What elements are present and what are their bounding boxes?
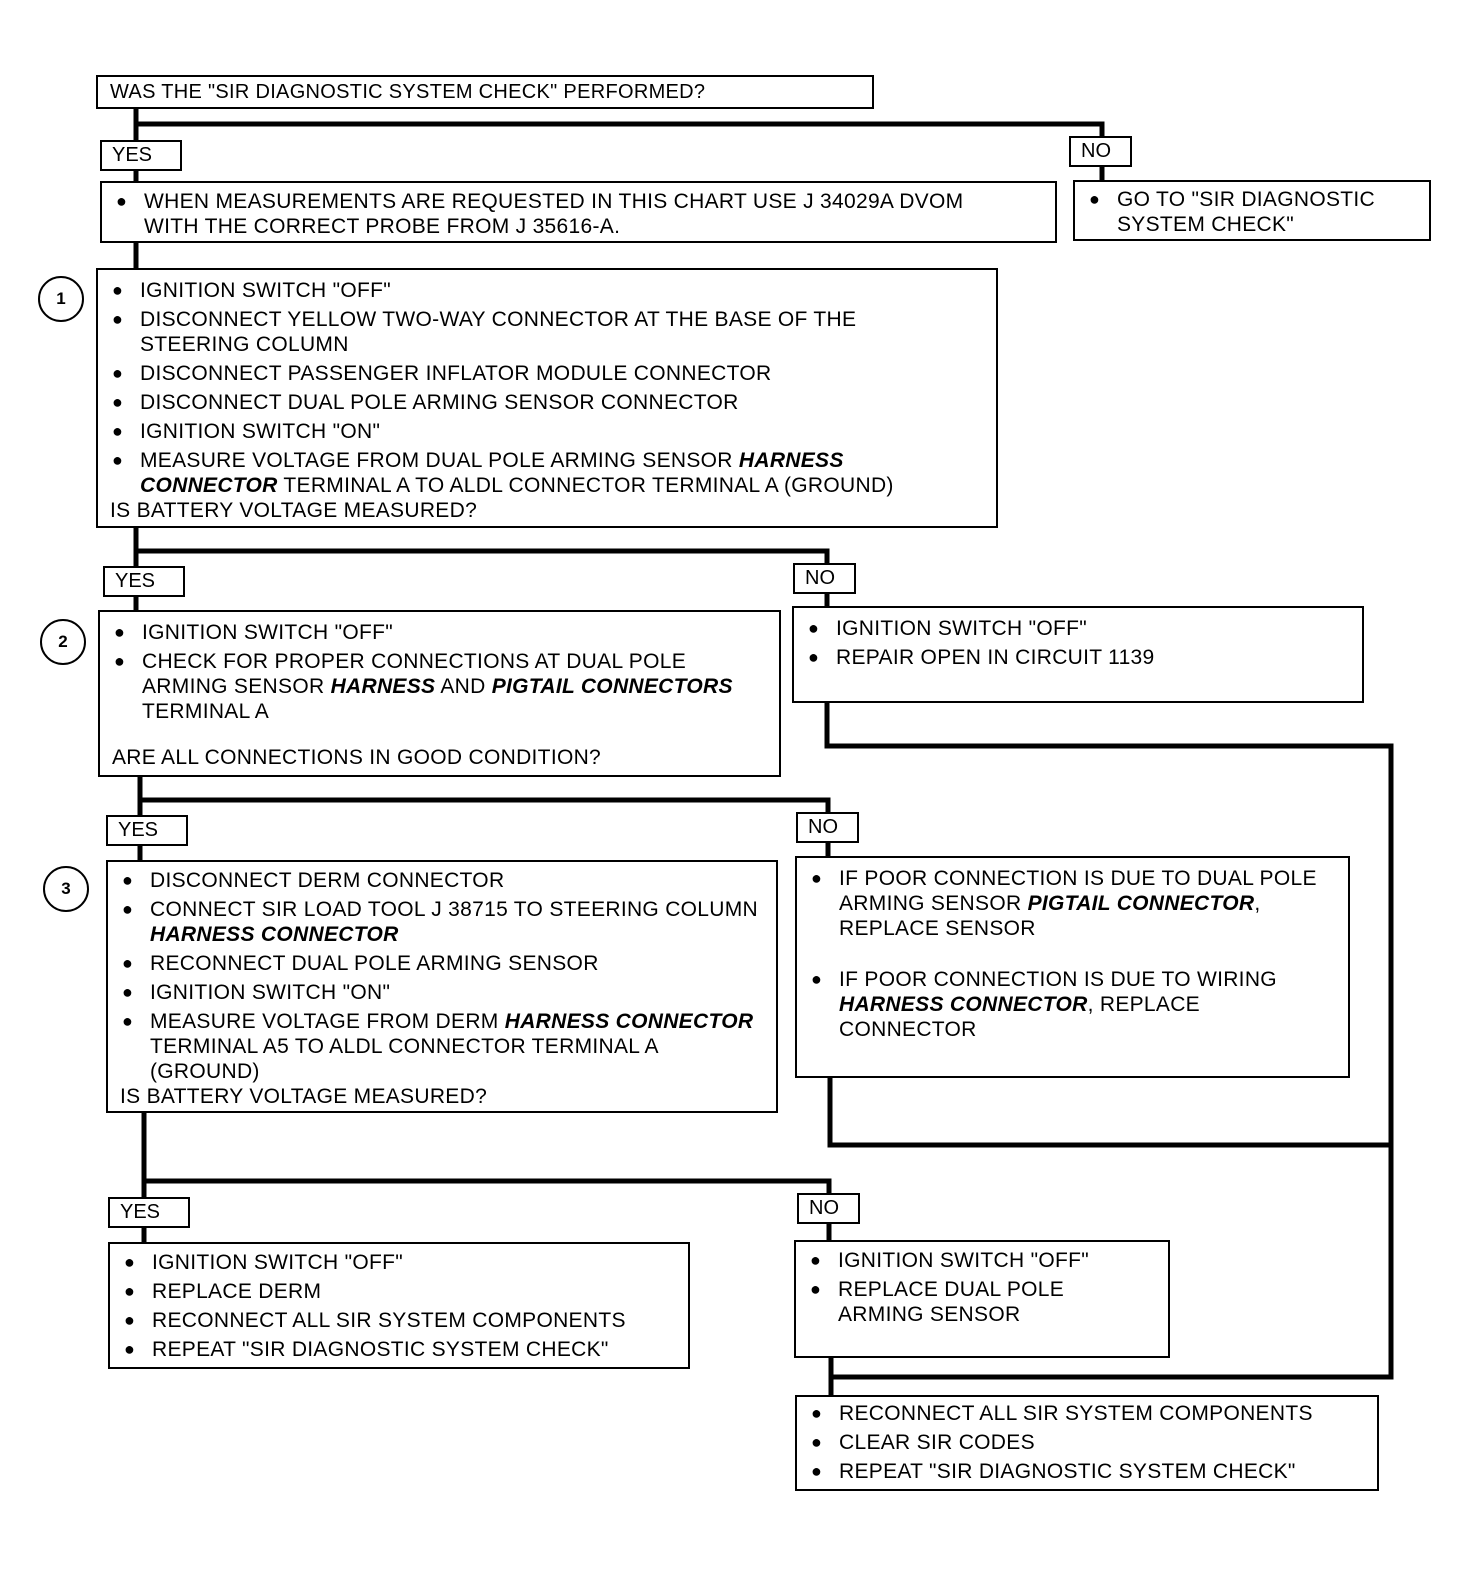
replace-derm-item: ● REPEAT "SIR DIAGNOSTIC SYSTEM CHECK" bbox=[122, 1337, 676, 1362]
step-3-item-emphasis-2: HARNESS CONNECTOR bbox=[504, 1010, 754, 1033]
step-2-item-text-2: AND bbox=[435, 675, 492, 698]
repair-open-item: ● REPAIR OPEN IN CIRCUIT 1139 bbox=[806, 645, 1350, 670]
no-label-3: NO bbox=[796, 812, 859, 843]
step-1-measure-text-2: TERMINAL A TO ALDL CONNECTOR TERMINAL A (GROUND) bbox=[277, 474, 894, 497]
step-2-item: ● IGNITION SWITCH "OFF" bbox=[112, 620, 767, 645]
start-question: WAS THE "SIR DIAGNOSTIC SYSTEM CHECK" PERFORMED? bbox=[110, 81, 706, 103]
poor-connection-text-3: IF POOR CONNECTION IS DUE TO WIRING bbox=[839, 968, 1277, 991]
final-item: ● RECONNECT ALL SIR SYSTEM COMPONENTS bbox=[809, 1401, 1365, 1426]
no-label-1: NO bbox=[1069, 136, 1132, 167]
step-2-item-emphasis: HARNESS bbox=[330, 675, 436, 698]
step-1-measure-emphasis: HARNESS CONNECTOR bbox=[140, 449, 844, 497]
step-1-circle: 1 bbox=[38, 276, 84, 322]
step-3-item bbox=[120, 897, 764, 947]
step-1-item: ● DISCONNECT PASSENGER INFLATOR MODULE CONNECTOR bbox=[110, 361, 984, 386]
poor-connection-item bbox=[809, 866, 1336, 941]
poor-connection-text-2: , REPLACE SENSOR bbox=[839, 892, 1261, 940]
connector-poor-to-final bbox=[830, 1077, 1391, 1145]
connector-step1-branch bbox=[136, 527, 827, 567]
goto-item: ● GO TO "SIR DIAGNOSTIC SYSTEM CHECK" bbox=[1087, 187, 1417, 237]
step-1-question: IS BATTERY VOLTAGE MEASURED? bbox=[110, 499, 478, 522]
step-3-box bbox=[106, 860, 778, 1113]
replace-derm-item: ● RECONNECT ALL SIR SYSTEM COMPONENTS bbox=[122, 1308, 676, 1333]
poor-connection-emphasis-2: HARNESS CONNECTOR bbox=[839, 993, 1088, 1016]
yes-label-3: YES bbox=[106, 815, 188, 846]
replace-sensor-item: ● REPLACE DUAL POLE ARMING SENSOR bbox=[808, 1277, 1156, 1327]
poor-connection-box bbox=[795, 856, 1350, 1078]
measurements-box bbox=[100, 181, 1057, 243]
poor-connection-emphasis: PIGTAIL CONNECTOR bbox=[1027, 892, 1255, 915]
step-2-item-text-3: TERMINAL A bbox=[142, 700, 270, 723]
replace-derm-item: ● IGNITION SWITCH "OFF" bbox=[122, 1250, 676, 1275]
no-label-4: NO bbox=[797, 1193, 860, 1224]
connector-start-branch bbox=[136, 108, 1102, 140]
final-actions-box bbox=[795, 1395, 1379, 1491]
repair-open-item: ● IGNITION SWITCH "OFF" bbox=[806, 616, 1350, 641]
yes-label-2: YES bbox=[103, 566, 185, 597]
measurements-item: ● WHEN MEASUREMENTS ARE REQUESTED IN THIS CHART USE J 34029A DVOM WITH THE CORRECT PROBE FROM J 35616-A. bbox=[114, 189, 1043, 239]
step-1-item: ● IGNITION SWITCH "ON" bbox=[110, 419, 984, 444]
step-2-question: ARE ALL CONNECTIONS IN GOOD CONDITION? bbox=[112, 746, 602, 769]
step-2-circle: 2 bbox=[40, 619, 86, 665]
replace-sensor-item: ● IGNITION SWITCH "OFF" bbox=[808, 1248, 1156, 1273]
step-3-question: IS BATTERY VOLTAGE MEASURED? bbox=[120, 1085, 488, 1108]
step-3-item bbox=[120, 1009, 764, 1084]
repair-open-box bbox=[792, 606, 1364, 703]
final-item: ● REPEAT "SIR DIAGNOSTIC SYSTEM CHECK" bbox=[809, 1459, 1365, 1484]
step-1-measure-text: MEASURE VOLTAGE FROM DUAL POLE ARMING SENSOR bbox=[140, 449, 739, 472]
poor-connection-item bbox=[809, 967, 1336, 1042]
step-2-item bbox=[112, 649, 767, 724]
step-1-box bbox=[96, 268, 998, 528]
start-question-box bbox=[96, 75, 874, 109]
step-3-item-text: CONNECT SIR LOAD TOOL J 38715 TO STEERING COLUMN bbox=[150, 898, 759, 921]
step-3-item-emphasis: HARNESS CONNECTOR bbox=[150, 923, 399, 946]
replace-derm-item: ● REPLACE DERM bbox=[122, 1279, 676, 1304]
poor-connection-text: IF POOR CONNECTION IS DUE TO DUAL POLE ARMING SENSOR bbox=[839, 867, 1317, 915]
step-3-circle: 3 bbox=[43, 866, 89, 912]
replace-sensor-box bbox=[794, 1240, 1170, 1358]
connector-step2-branch bbox=[140, 776, 828, 816]
yes-label-4: YES bbox=[108, 1197, 190, 1228]
no-label-2: NO bbox=[793, 563, 856, 594]
step-1-item: ● IGNITION SWITCH "OFF" bbox=[110, 278, 984, 303]
step-1-item: ● DISCONNECT YELLOW TWO-WAY CONNECTOR AT THE BASE OF THE STEERING COLUMN bbox=[110, 307, 984, 357]
final-item: ● CLEAR SIR CODES bbox=[809, 1430, 1365, 1455]
step-2-item-emphasis-2: PIGTAIL CONNECTORS bbox=[491, 675, 733, 698]
replace-derm-box bbox=[108, 1242, 690, 1369]
step-3-item-text-2: MEASURE VOLTAGE FROM DERM bbox=[150, 1010, 505, 1033]
step-2-box bbox=[98, 610, 781, 777]
step-3-item: ● DISCONNECT DERM CONNECTOR bbox=[120, 868, 764, 893]
step-3-item: ● RECONNECT DUAL POLE ARMING SENSOR bbox=[120, 951, 764, 976]
poor-connection-text-4: , REPLACE CONNECTOR bbox=[839, 993, 1200, 1041]
connector-step3-branch bbox=[144, 1112, 829, 1198]
step-3-item: ● IGNITION SWITCH "ON" bbox=[120, 980, 764, 1005]
step-2-item-text: CHECK FOR PROPER CONNECTIONS AT DUAL POLE ARMING SENSOR bbox=[142, 650, 687, 698]
step-1-measure-item bbox=[110, 448, 984, 498]
goto-check-box bbox=[1073, 180, 1431, 241]
yes-label-1: YES bbox=[100, 140, 182, 171]
step-1-item: ● DISCONNECT DUAL POLE ARMING SENSOR CONNECTOR bbox=[110, 390, 984, 415]
step-3-item-text-3: TERMINAL A5 TO ALDL CONNECTOR TERMINAL A (GROUND) bbox=[150, 1035, 658, 1083]
